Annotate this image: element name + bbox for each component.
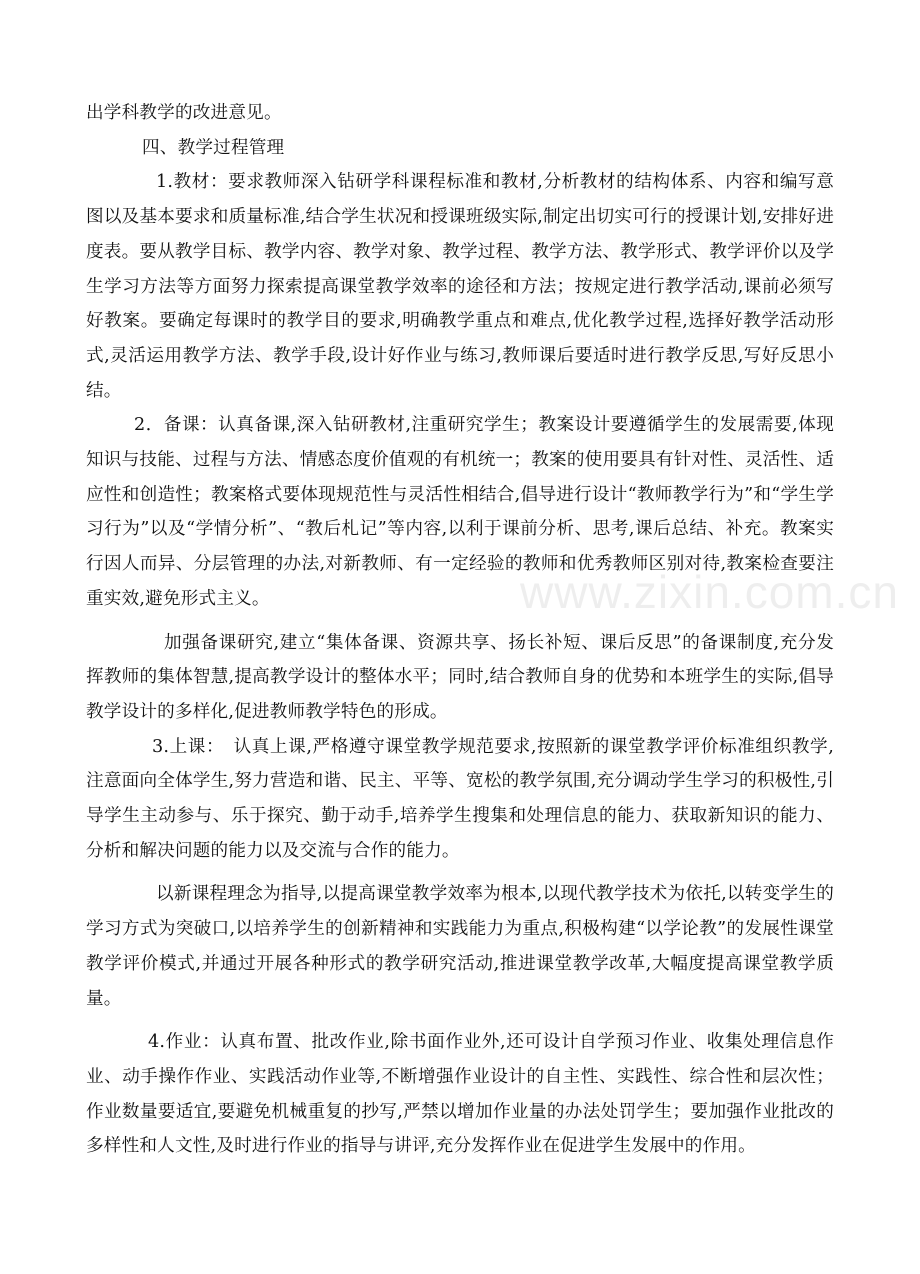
paragraph-homework: 4.作业：认真布置、批改作业,除书面作业外,还可设计自学预习作业、收集处理信息作业、动手操作作业、实践活动作业等,不断增强作业设计的自主性、实践性、综合性和层次性；作业数量要适宜,要避免机械重复的抄写,严禁以增加作业量的办法处罚学生；要加强作业批改的多样性和人文性,及时进行作业的指导与讲评,充分发挥作业在促进学生发展中的作用。	[86, 1032, 834, 1157]
paragraph-lesson-prep-research: 加强备课研究,建立“集体备课、资源共享、扬长补短、课后反思”的备课制度,充分发挥教师的集体智慧,提高教学设计的整体水平；同时,结合教师自身的优势和本班学生的实际,倡导教学设计的多样化,促进教师教学特色的形成。	[86, 632, 834, 722]
paragraph-new-curriculum: 以新课程理念为指导,以提高课堂教学效率为根本,以现代教学技术为依托,以转变学生的学习方式为突破口,以培养学生的创新精神和实践能力为重点,积极构建“以学论教”的发展性课堂教学评价模式,并通过开展各种形式的教学研究活动,推进课堂教学改革,大幅度提高课堂教学质量。	[86, 884, 834, 1009]
document-body	[86, 96, 834, 1164]
watermark: www.zixin.com.cn	[520, 566, 899, 618]
paragraph-textbook: 1.教材：要求教师深入钻研学科课程标准和教材,分析教材的结构体系、内容和编写意图以及基本要求和质量标准,结合学生状况和授课班级实际,制定出切实可行的授课计划,安排好进度表。要从教学目标、教学内容、教学对象、教学过程、教学方法、教学形式、教学评价以及学生学习方法等方面努力探索提高课堂教学效率的途径和方法；按规定进行教学活动,课前必须写好教案。要确定每课时的教学目的要求,明确教学重点和难点,优化教学过程,选择好教学活动形式,灵活运用教学方法、教学手段,设计好作业与练习,教师课后要适时进行教学反思,写好反思小结。	[86, 172, 834, 401]
paragraph-lesson-prep: 2．备课：认真备课,深入钻研教材,注重研究学生；教案设计要遵循学生的发展需要,体现知识与技能、过程与方法、情感态度价值观的有机统一；教案的使用要具有针对性、灵活性、适应性和创造性；教案格式要体现规范性与灵活性相结合,倡导进行设计“教师教学行为”和“学生学习行为”以及“学情分析”、“教后札记”等内容,以利于课前分析、思考,课后总结、补充。教案实行因人而异、分层管理的办法,对新教师、有一定经验的教师和优秀教师区别对待,教案检查要注重实效,避免形式主义。	[86, 415, 834, 609]
paragraph-teaching-class: 3.上课： 认真上课,严格遵守课堂教学规范要求,按照新的课堂教学评价标准组织教学,注意面向全体学生,努力营造和谐、民主、平等、宽松的教学氛围,充分调动学生学习的积极性,引导学生主动参与、乐于探究、勤于动手,培养学生搜集和处理信息的能力、获取新知识的能力、分析和解决问题的能力以及交流与合作的能力。	[86, 736, 834, 861]
paragraph-continuation: 出学科教学的改进意见。	[86, 103, 282, 123]
section-heading-teaching-process: 四、教学过程管理	[142, 137, 285, 158]
